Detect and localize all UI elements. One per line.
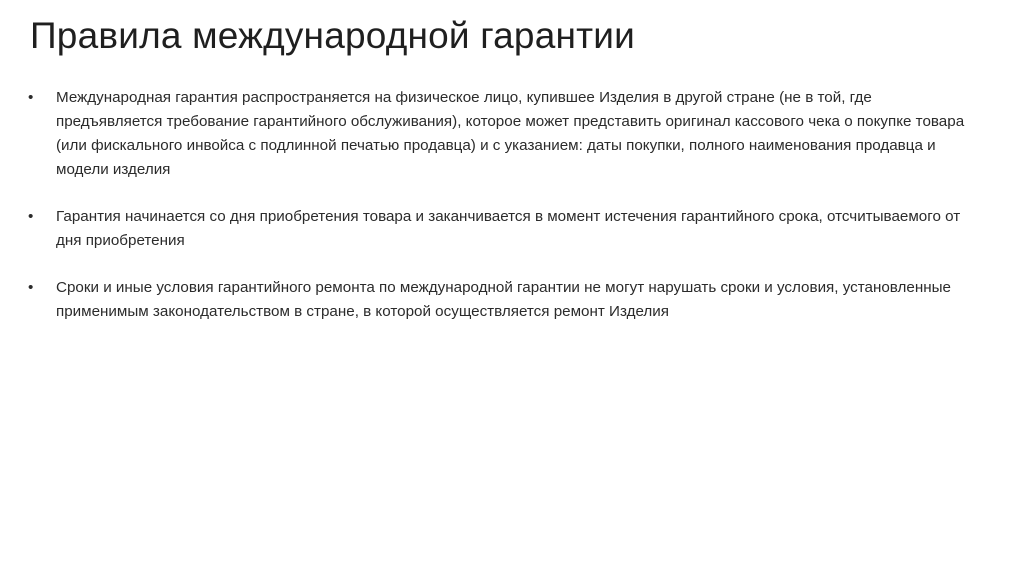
bullet-text: Международная гарантия распространяется на физическое лицо, купившее Изделия в другой стране (не в той, где предъявляется требование гарантийного обслуживания), которое может представить оригинал кассового чека о покупке товара (или фискального инвойса с подлинной печатью продавца) и с указанием: даты покупки, полного наименования продавца и модели изделия xyxy=(56,89,965,178)
slide-title: Правила международной гарантии xyxy=(30,15,635,56)
bullet-dot-icon: • xyxy=(28,89,34,106)
bullet-item xyxy=(28,86,978,182)
bullet-item xyxy=(28,276,978,324)
bullet-item xyxy=(28,205,978,253)
bullet-text: Сроки и иные условия гарантийного ремонта по международной гарантии не могут нарушать сроки и условия, установленные применимым законодательством в стране, в которой осуществляется ремонт Изделия xyxy=(56,279,951,320)
bullet-list xyxy=(28,86,978,324)
bullet-text: Гарантия начинается со дня приобретения товара и заканчивается в момент истечения гарантийного срока, отсчитываемого от дня приобретения xyxy=(56,208,961,249)
bullet-dot-icon: • xyxy=(28,208,34,225)
bullet-dot-icon: • xyxy=(28,279,34,296)
